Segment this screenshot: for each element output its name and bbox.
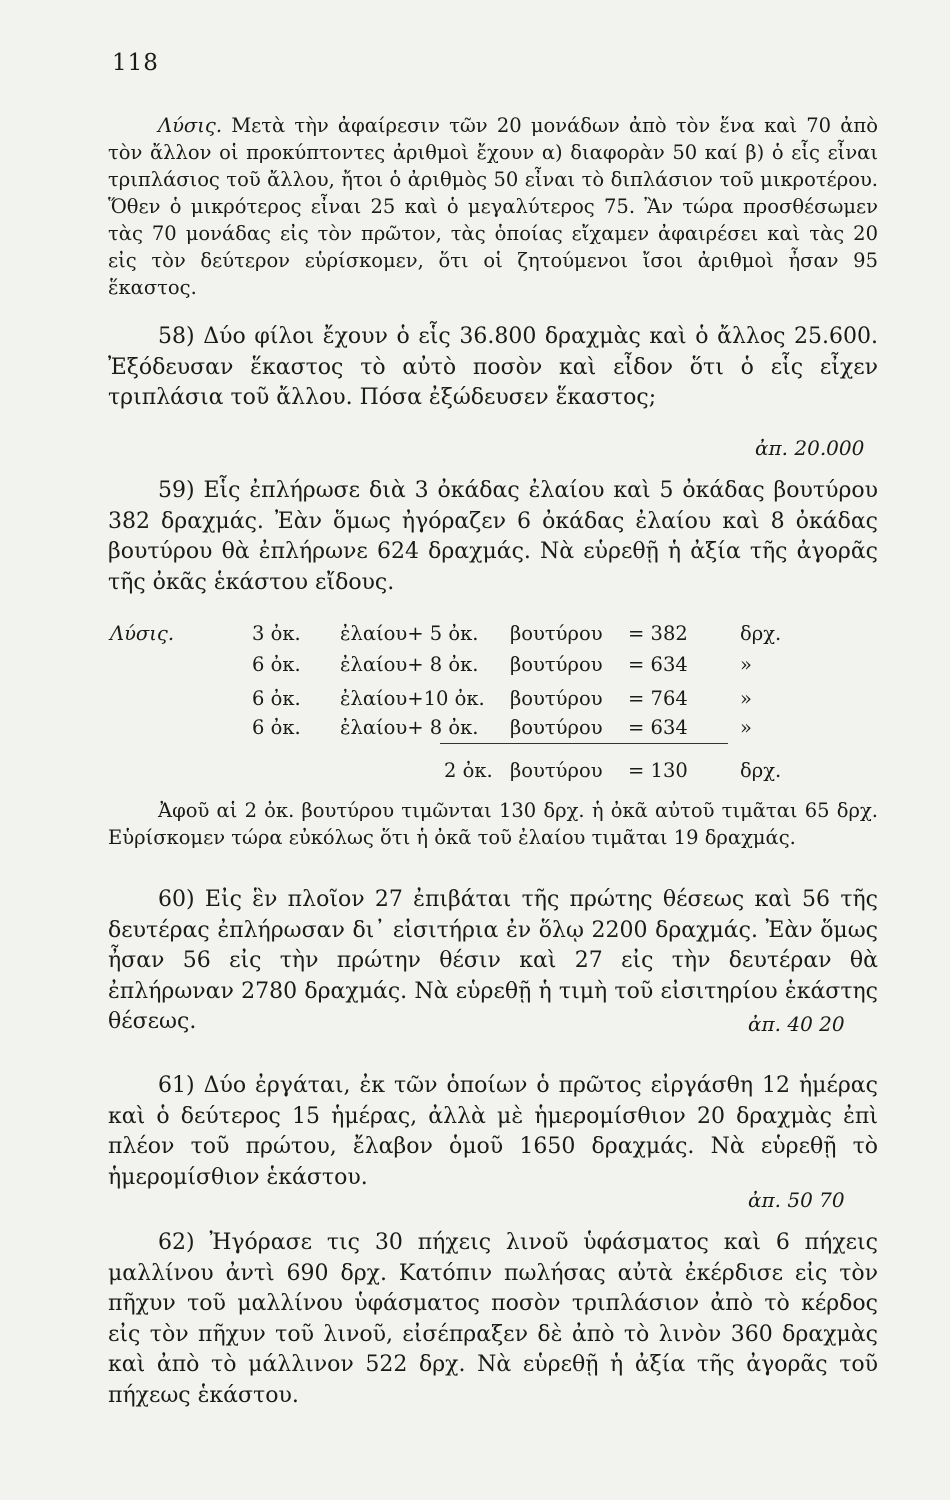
problem-60: 60) Εἰς ἓν πλοῖον 27 ἐπιβάται τῆς πρώτης θέσεως καὶ 56 τῆς δευτέρας ἐπλήρωσαν δι᾽ εἰσιτήρια ἐν ὅλῳ 2200 δραχμάς. Ἐὰν ὅμως ἦσαν 56 εἰς τὴν πρώτην θέσιν καὶ 27 εἰς τὴν δευτέραν θὰ ἐπλήρωναν 2780 δραχμάς. Νὰ εὑρεθῇ ἡ τιμὴ τοῦ εἰσιτηρίου ἑκάστης θέσεως. xyxy=(108,887,878,1034)
calc-result-butter: βουτύρου xyxy=(510,759,603,782)
calc-butter: βουτύρου xyxy=(510,622,603,645)
solution-57-text: Μετὰ τὴν ἀφαίρεσιν τῶν 20 μονάδων ἀπὸ τὸν ἕνα καὶ 70 ἀπὸ τὸν ἄλλον οἱ προκύπτοντες ἀριθμοὶ ἔχουν α) διαφορὰν 50 καί β) ὁ εἷς εἶναι τριπλάσιος τοῦ ἄλλου, ἤτοι ὁ ἀριθμὸς 50 εἶναι τὸ διπλάσιον τοῦ μικροτέρου. Ὅθεν ὁ μικρότερος εἶναι 25 καὶ ὁ μεγαλύτερος 75. Ἂν τώρα προσθέσωμεν τὰς 70 μονάδας εἰς τὸν πρῶτον, τὰς ὁποίας εἴχαμεν ἀφαιρέσει καὶ τὰς 20 εἰς τὸν δεύτερον εὑρίσκομεν, ὅτι οἱ ζητούμενοι ἴσοι ἀριθμοὶ ἦσαν 95 ἕκαστος. xyxy=(108,114,878,299)
problem-61-answer: ἀπ. 50 70 xyxy=(748,1188,845,1212)
problem-59: 59) Εἷς ἐπλήρωσε διὰ 3 ὀκάδας ἐλαίου καὶ 5 ὀκάδας βουτύρου 382 δραχμάς. Ἐὰν ὅμως ἠγόραζεν 6 ὀκάδας ἐλαίου καὶ 8 ὀκάδας βουτύρου θὰ ἐπλήρωνε 624 δραχμάς. Νὰ εὑρεθῇ ἡ ἀξία τῆς ἀγορᾶς τῆς ὀκᾶς ἑκάστου εἴδους. xyxy=(108,478,878,595)
calc-oil-qty: 6 ὀκ. xyxy=(252,687,301,710)
calc-result-unit: δρχ. xyxy=(740,759,782,782)
calc-oil-qty: 3 ὀκ. xyxy=(252,622,301,645)
problem-62: 62) Ἠγόρασε τις 30 πήχεις λινοῦ ὑφάσματος καὶ 6 πήχεις μαλλίνου ἀντὶ 690 δρχ. Κατόπιν πωλήσας αὐτὰ ἐκέρδισε εἰς τὸν πῆχυν τοῦ μαλλίνου ὑφάσματος ποσὸν τριπλάσιον ἀπὸ τὸ κέρδος εἰς τὸν πῆχυν τοῦ λινοῦ, εἰσέπραξεν δὲ ἀπὸ τὸ λινὸν 360 δραχμὰς καὶ ἀπὸ τὸ μάλλινον 522 δρχ. Νὰ εὑρεθῇ ἡ ἀξία τῆς ἀγορᾶς τοῦ πήχεως ἑκάστου. xyxy=(108,1230,878,1408)
calc-unit: » xyxy=(740,687,752,710)
calc-unit: » xyxy=(740,653,752,676)
calc-oil-qty: 6 ὀκ. xyxy=(252,653,301,676)
solution-57 xyxy=(108,112,878,301)
calc-eq: = 764 xyxy=(628,687,688,710)
calc-label: Λύσις. xyxy=(110,622,175,645)
problem-60-answer: ἀπ. 40 20 xyxy=(748,1012,845,1036)
calc-oil: ἐλαίου+ 5 ὀκ. xyxy=(340,622,479,645)
calc-butter: βουτύρου xyxy=(510,716,603,739)
calc-result-eq: = 130 xyxy=(628,759,688,782)
page-number: 118 xyxy=(112,50,159,76)
calc-butter: βουτύρου xyxy=(510,687,603,710)
calc-eq: = 634 xyxy=(628,716,688,739)
problem-59-conclusion: Ἀφοῦ αἱ 2 ὀκ. βουτύρου τιμῶνται 130 δρχ. ἡ ὀκᾶ αὐτοῦ τιμᾶται 65 δρχ. Εὑρίσκομεν τώρα εὐκόλως ὅτι ἡ ὀκᾶ τοῦ ἐλαίου τιμᾶται 19 δραχμάς. xyxy=(108,799,878,849)
calc-oil: ἐλαίου+10 ὀκ. xyxy=(340,687,485,710)
calc-unit: » xyxy=(740,716,752,739)
problem-61: 61) Δύο ἐργάται, ἐκ τῶν ὁποίων ὁ πρῶτος εἰργάσθη 12 ἡμέρας καὶ ὁ δεύτερος 15 ἡμέρας, ἀλλὰ μὲ ἡμερομίσθιον 20 δραχμὰς ἐπὶ πλέον τοῦ πρώτου, ἔλαβον ὁμοῦ 1650 δραχμάς. Νὰ εὑρεθῇ τὸ ἡμερομίσθιον ἑκάστου. xyxy=(108,1073,878,1190)
calc-oil-qty: 6 ὀκ. xyxy=(252,716,301,739)
calc-oil: ἐλαίου+ 8 ὀκ. xyxy=(340,653,479,676)
calc-result-qty: 2 ὀκ. xyxy=(444,759,493,782)
problem-58-answer: ἀπ. 20.000 xyxy=(755,436,865,460)
problem-58: 58) Δύο φίλοι ἔχουν ὁ εἷς 36.800 δραχμὰς καὶ ὁ ἄλλος 25.600. Ἐξόδευσαν ἕκαστος τὸ αὐτὸ ποσὸν καὶ εἶδον ὅτι ὁ εἷς εἶχεν τριπλάσια τοῦ ἄλλου. Πόσα ἐξώδευσεν ἕκαστος; xyxy=(108,324,878,410)
calc-butter: βουτύρου xyxy=(510,653,603,676)
calc-eq: = 382 xyxy=(628,622,688,645)
solution-label: Λύσις. xyxy=(158,114,223,137)
calc-eq: = 634 xyxy=(628,653,688,676)
calc-subtraction-line xyxy=(440,743,728,744)
calc-oil: ἐλαίου+ 8 ὀκ. xyxy=(340,716,479,739)
calc-unit: δρχ. xyxy=(740,622,782,645)
